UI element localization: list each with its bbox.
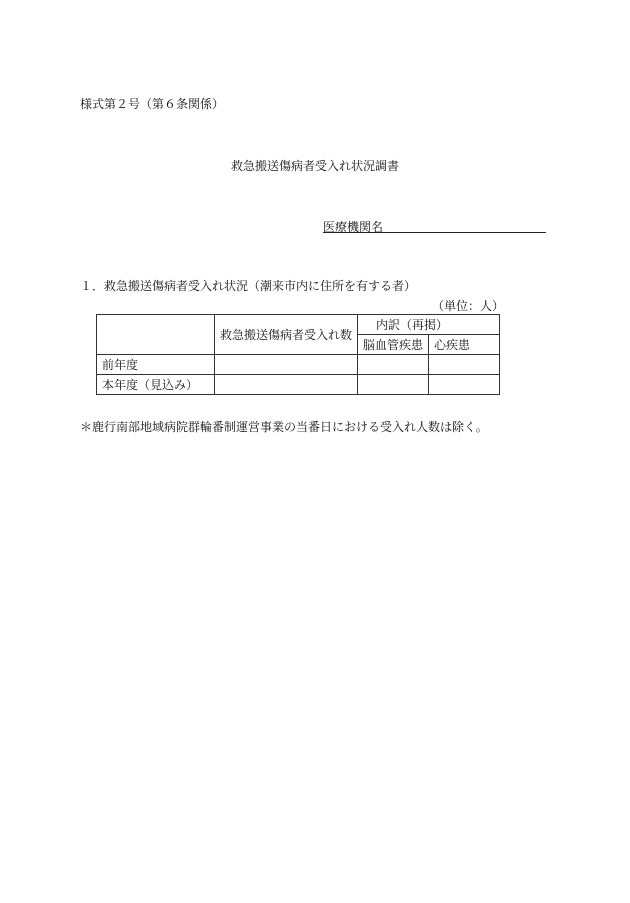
institution-name-label: 医療機関名 — [323, 220, 384, 234]
institution-name-field[interactable] — [323, 218, 546, 233]
table-row — [97, 375, 500, 395]
acceptance-status-table — [96, 314, 500, 395]
cell-previous-cardiac[interactable] — [429, 355, 500, 375]
header-blank-cell — [97, 315, 215, 355]
cell-previous-total[interactable] — [215, 355, 358, 375]
table-header-row — [97, 315, 500, 335]
cell-current-cardiac[interactable] — [429, 375, 500, 395]
section-heading: １．救急搬送傷病者受入れ状況（潮来市内に住所を有する者） — [80, 279, 417, 293]
unit-note: （単位：人） — [432, 299, 505, 313]
header-total-accepted: 救急搬送傷病者受入れ数 — [215, 315, 358, 355]
row-label-previous-year: 前年度 — [97, 355, 215, 375]
cell-current-total[interactable] — [215, 375, 358, 395]
cell-current-cerebrovascular[interactable] — [358, 375, 429, 395]
table-row — [97, 355, 500, 375]
document-title: 救急搬送傷病者受入れ状況調書 — [230, 159, 399, 173]
header-cardiac: 心疾患 — [429, 335, 500, 355]
header-breakdown: 内訳（再掲） — [358, 315, 500, 335]
row-label-current-year: 本年度（見込み） — [97, 375, 215, 395]
header-cerebrovascular: 脳血管疾患 — [358, 335, 429, 355]
footnote: ＊鹿行南部地域病院群輪番制運営事業の当番日における受入れ人数は除く。 — [80, 420, 488, 434]
form-number: 様式第２号（第６条関係） — [80, 97, 225, 111]
cell-previous-cerebrovascular[interactable] — [358, 355, 429, 375]
